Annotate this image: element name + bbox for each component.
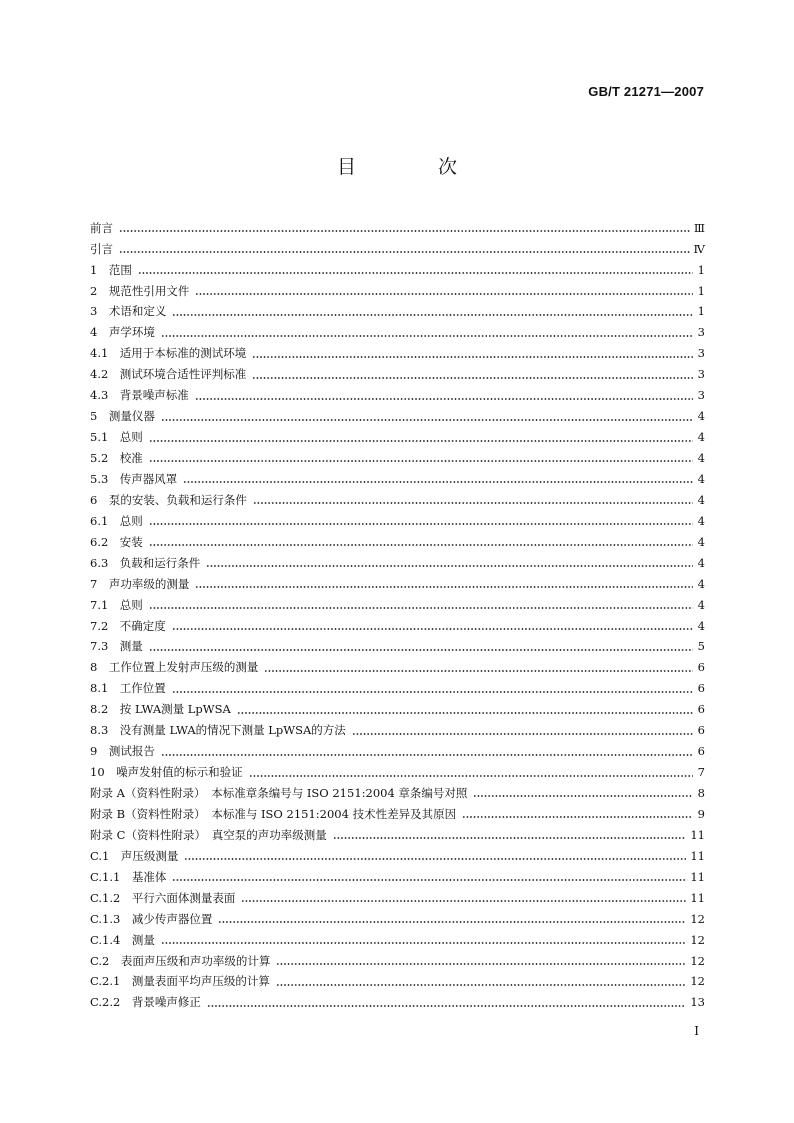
toc-leader-dots <box>149 458 693 464</box>
toc-entry-page: 9 <box>697 806 705 821</box>
toc-entry[interactable] <box>90 239 705 260</box>
toc-leader-dots <box>195 291 693 297</box>
toc-entry[interactable] <box>90 386 705 407</box>
toc-entry-page: 4 <box>697 409 705 424</box>
toc-entry[interactable] <box>90 469 705 490</box>
toc-entry[interactable] <box>90 532 705 553</box>
toc-entry-page: 6 <box>697 723 705 738</box>
toc-entry-page: 4 <box>697 555 705 570</box>
toc-entry-page: 3 <box>697 325 705 340</box>
toc-entry-label: 前言 <box>90 220 113 235</box>
toc-entry-page: 1 <box>697 304 705 319</box>
toc-entry[interactable] <box>90 616 705 637</box>
toc-entry-label: 6.3 负载和运行条件 <box>90 555 201 570</box>
toc-entry-label: C.2 表面声压级和声功率级的计算 <box>90 953 271 968</box>
toc-leader-dots <box>218 919 686 925</box>
toc-entry[interactable] <box>90 260 705 281</box>
toc-leader-dots <box>276 982 687 988</box>
toc-leader-dots <box>172 877 686 883</box>
toc-entry-label: C.2.1 测量表面平均声压级的计算 <box>90 974 270 989</box>
toc-entry[interactable] <box>90 281 705 302</box>
toc-entry[interactable] <box>90 658 705 679</box>
toc-entry-label: 6.1 总则 <box>90 513 143 528</box>
toc-entry[interactable] <box>90 930 705 951</box>
toc-leader-dots <box>195 395 693 401</box>
toc-entry-label: 附录 C（资料性附录） 真空泵的声功率级测量 <box>90 827 327 842</box>
toc-entry-page: 12 <box>690 974 705 989</box>
toc-entry-page: 6 <box>697 660 705 675</box>
toc-leader-dots <box>462 814 693 820</box>
toc-leader-dots <box>241 898 686 904</box>
toc-leader-dots <box>195 584 693 590</box>
toc-entry-page: 3 <box>697 367 705 382</box>
toc-entry-page: 4 <box>697 430 705 445</box>
toc-entry-label: C.1.3 减少传声器位置 <box>90 911 213 926</box>
toc-entry-label: 7.3 测量 <box>90 639 143 654</box>
toc-leader-dots <box>172 689 693 695</box>
toc-entry-label: 10 噪声发射值的标示和验证 <box>90 765 243 780</box>
toc-leader-dots <box>149 605 693 611</box>
toc-leader-dots <box>161 751 693 757</box>
toc-leader-dots <box>253 500 693 506</box>
toc-entry-page: 1 <box>697 283 705 298</box>
toc-entry-page: 12 <box>690 953 705 968</box>
toc-entry-label: C.2.2 背景噪声修正 <box>90 995 201 1010</box>
toc-entry-label: 9 测试报告 <box>90 744 155 759</box>
toc-entry-label: 8.1 工作位置 <box>90 681 166 696</box>
toc-leader-dots <box>172 312 693 318</box>
toc-entry-label: 8 工作位置上发射声压级的测量 <box>90 660 259 675</box>
toc-leader-dots <box>276 961 686 967</box>
toc-entry-page: Ⅲ <box>693 220 705 235</box>
toc-entry-page: 11 <box>690 890 705 905</box>
toc-entry[interactable] <box>90 721 705 742</box>
standard-number: GB/T 21271—2007 <box>588 84 704 99</box>
toc-leader-dots <box>161 333 693 339</box>
toc-entry-label: 6 泵的安装、负载和运行条件 <box>90 492 247 507</box>
toc-leader-dots <box>119 249 690 255</box>
toc-entry-page: 4 <box>697 513 705 528</box>
toc-leader-dots <box>119 228 690 234</box>
table-of-contents <box>90 218 705 1014</box>
toc-leader-dots <box>237 710 693 716</box>
toc-entry-page: 1 <box>697 262 705 277</box>
toc-leader-dots <box>252 375 693 381</box>
toc-entry[interactable] <box>90 993 705 1014</box>
toc-entry-page: 4 <box>697 492 705 507</box>
toc-leader-dots <box>172 626 693 632</box>
toc-leader-dots <box>149 521 693 527</box>
toc-entry-page: 3 <box>697 346 705 361</box>
toc-leader-dots <box>149 542 693 548</box>
toc-leader-dots <box>161 940 687 946</box>
toc-entry[interactable] <box>90 846 705 867</box>
toc-entry-page: 4 <box>697 451 705 466</box>
toc-entry-page: 6 <box>697 681 705 696</box>
toc-entry-label: C.1.4 测量 <box>90 932 155 947</box>
toc-entry-label: 4.3 背景噪声标准 <box>90 388 189 403</box>
toc-entry-label: 引言 <box>90 241 113 256</box>
toc-entry[interactable] <box>90 951 705 972</box>
toc-entry[interactable] <box>90 762 705 783</box>
toc-entry[interactable] <box>90 783 705 804</box>
toc-leader-dots <box>149 437 693 443</box>
toc-entry[interactable] <box>90 406 705 427</box>
toc-entry[interactable] <box>90 365 705 386</box>
toc-entry[interactable] <box>90 909 705 930</box>
toc-leader-dots <box>252 354 693 360</box>
toc-entry-label: 5.1 总则 <box>90 430 143 445</box>
toc-entry[interactable] <box>90 427 705 448</box>
toc-entry[interactable] <box>90 825 705 846</box>
page-folio: I <box>694 1024 699 1038</box>
toc-entry-label: 7 声功率级的测量 <box>90 576 190 591</box>
toc-entry-label: C.1.1 基准体 <box>90 869 167 884</box>
toc-leader-dots <box>161 416 693 422</box>
toc-entry-page: 11 <box>690 869 705 884</box>
toc-entry-page: 4 <box>697 534 705 549</box>
toc-entry[interactable] <box>90 553 705 574</box>
toc-entry-page: 6 <box>697 744 705 759</box>
page-title: 目 次 <box>336 156 496 178</box>
toc-entry-label: 附录 B（资料性附录） 本标准与 ISO 2151:2004 技术性差异及其原因 <box>90 806 457 821</box>
toc-entry-page: Ⅳ <box>693 241 705 256</box>
toc-entry-page: 11 <box>690 827 705 842</box>
toc-entry-page: 13 <box>690 995 705 1010</box>
toc-entry-label: 4.1 适用于本标准的测试环境 <box>90 346 247 361</box>
toc-entry-label: C.1 声压级测量 <box>90 848 179 863</box>
toc-entry[interactable] <box>90 888 705 909</box>
toc-leader-dots <box>352 730 693 736</box>
toc-leader-dots <box>138 270 693 276</box>
toc-entry[interactable] <box>90 344 705 365</box>
toc-leader-dots <box>249 772 693 778</box>
toc-entry-label: 5 测量仪器 <box>90 409 155 424</box>
toc-entry-page: 11 <box>690 848 705 863</box>
toc-entry-page: 7 <box>697 765 705 780</box>
toc-entry[interactable] <box>90 323 705 344</box>
toc-entry[interactable] <box>90 867 705 888</box>
toc-leader-dots <box>184 856 686 862</box>
toc-entry-page: 5 <box>697 639 705 654</box>
toc-entry[interactable] <box>90 302 705 323</box>
toc-entry-label: C.1.2 平行六面体测量表面 <box>90 890 236 905</box>
toc-entry-label: 7.2 不确定度 <box>90 618 166 633</box>
toc-leader-dots <box>207 1003 687 1009</box>
toc-entry-page: 12 <box>690 932 705 947</box>
toc-entry-label: 7.1 总则 <box>90 597 143 612</box>
toc-entry-label: 4 声学环境 <box>90 325 155 340</box>
toc-entry-page: 4 <box>697 471 705 486</box>
toc-entry[interactable] <box>90 448 705 469</box>
toc-entry-label: 4.2 测试环境合适性评判标准 <box>90 367 247 382</box>
toc-entry-page: 4 <box>697 576 705 591</box>
toc-entry[interactable] <box>90 490 705 511</box>
toc-entry[interactable] <box>90 804 705 825</box>
toc-leader-dots <box>473 793 693 799</box>
toc-leader-dots <box>333 835 687 841</box>
toc-entry-label: 5.2 校准 <box>90 451 143 466</box>
toc-leader-dots <box>149 647 693 653</box>
toc-entry-page: 8 <box>697 786 705 801</box>
toc-entry[interactable] <box>90 741 705 762</box>
toc-entry-page: 6 <box>697 702 705 717</box>
toc-entry-label: 6.2 安装 <box>90 534 143 549</box>
toc-entry[interactable] <box>90 511 705 532</box>
toc-entry-page: 3 <box>697 388 705 403</box>
toc-entry[interactable] <box>90 595 705 616</box>
toc-entry-label: 8.2 按 LWA测量 LpWSA <box>90 702 231 717</box>
toc-entry-label: 附录 A（资料性附录） 本标准章条编号与 ISO 2151:2004 章条编号对照 <box>90 786 468 801</box>
toc-entry[interactable] <box>90 679 705 700</box>
toc-entry-label: 3 术语和定义 <box>90 304 167 319</box>
toc-entry[interactable] <box>90 972 705 993</box>
toc-entry-label: 1 范围 <box>90 262 132 277</box>
toc-entry[interactable] <box>90 574 705 595</box>
toc-entry[interactable] <box>90 700 705 721</box>
toc-entry-label: 8.3 没有测量 LWA的情况下测量 LpWSA的方法 <box>90 723 346 738</box>
toc-entry-label: 2 规范性引用文件 <box>90 283 190 298</box>
toc-entry-page: 4 <box>697 597 705 612</box>
toc-entry-page: 4 <box>697 618 705 633</box>
toc-entry[interactable] <box>90 637 705 658</box>
toc-leader-dots <box>264 668 693 674</box>
toc-entry-page: 12 <box>690 911 705 926</box>
toc-leader-dots <box>206 563 693 569</box>
toc-entry-label: 5.3 传声器风罩 <box>90 471 178 486</box>
toc-leader-dots <box>183 479 693 485</box>
toc-entry[interactable] <box>90 218 705 239</box>
